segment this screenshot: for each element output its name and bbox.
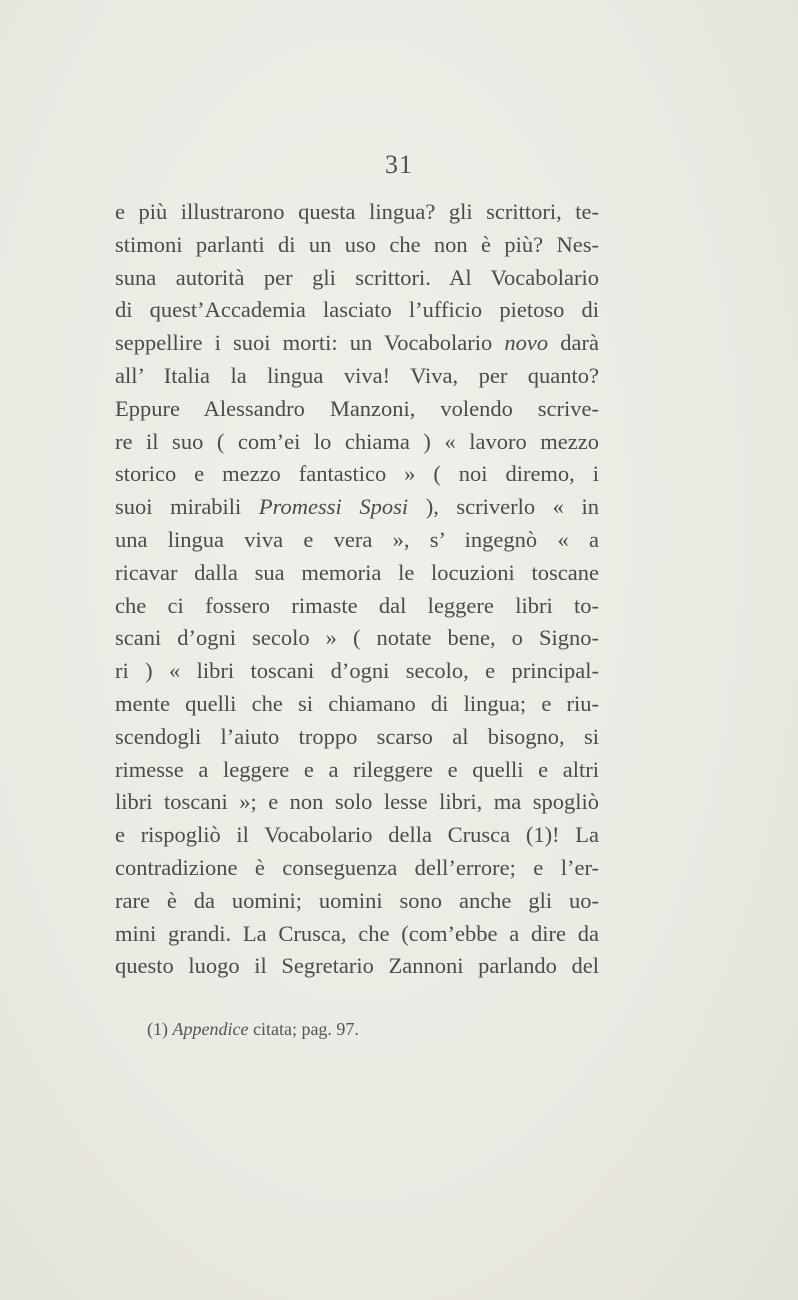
text-line (115, 491, 599, 524)
text-line (115, 721, 599, 754)
text-line (115, 754, 599, 787)
text-line (115, 852, 599, 885)
text-line (115, 688, 599, 721)
italic-text: novo (504, 330, 549, 356)
text-segment: seppellire i suoi morti: un Vocabolario (115, 330, 505, 356)
text-line (115, 655, 599, 688)
text-line (115, 918, 599, 951)
text-segment: e rispogliò il Vocabolario della Crusca (1)! La (115, 822, 599, 848)
body-text (115, 196, 599, 983)
footnote-text: citata; pag. 97. (248, 1019, 359, 1039)
text-line (115, 590, 599, 623)
text-segment: questo luogo il Segretario Zannoni parlando del (115, 953, 599, 979)
text-segment: stimoni parlanti di un uso che non è più? Nes- (115, 231, 599, 257)
text-line (115, 819, 599, 852)
footnote-marker: (1) (147, 1019, 168, 1039)
text-segment: che ci fossero rimaste dal leggere libri to- (115, 592, 599, 618)
italic-text: Promessi Sposi (258, 494, 409, 520)
text-segment: scani d’ogni secolo » ( notate bene, o Signo- (115, 625, 599, 651)
text-line (115, 622, 599, 655)
text-segment: e più illustrarono questa lingua? gli scrittori, te- (115, 199, 599, 224)
text-line (115, 196, 599, 229)
text-line (115, 557, 599, 590)
text-line (115, 458, 599, 491)
text-segment: rare è da uomini; uomini sono anche gli uo- (115, 887, 599, 913)
text-segment: rimesse a leggere e a rileggere e quelli e altri (115, 756, 599, 782)
text-segment: suoi mirabili (115, 494, 259, 520)
text-line (115, 262, 599, 295)
footnote (147, 1019, 359, 1040)
text-line (115, 393, 599, 426)
text-line (115, 885, 599, 918)
text-segment: una lingua viva e vera », s’ ingegnò « a (115, 526, 599, 552)
text-line (115, 327, 599, 360)
text-segment: darà (548, 330, 600, 356)
text-line (115, 524, 599, 557)
text-segment: contradizione è conseguenza dell’errore; e l’er- (115, 854, 599, 880)
text-segment: ricavar dalla sua memoria le locuzioni toscane (115, 559, 599, 585)
text-line (115, 786, 599, 819)
text-line (115, 950, 599, 983)
text-segment: libri toscani »; e non solo lesse libri, ma spogliò (115, 789, 599, 815)
text-segment: storico e mezzo fantastico » ( noi diremo, i (115, 461, 599, 487)
text-segment: ), scriverlo « in (408, 494, 600, 520)
page-number: 31 (385, 150, 413, 179)
text-line (115, 360, 599, 393)
text-segment: re il suo ( com’ei lo chiama ) « lavoro mezzo (115, 428, 599, 454)
text-line (115, 294, 599, 327)
text-segment: all’ Italia la lingua viva! Viva, per quanto? (115, 362, 599, 388)
text-segment: Eppure Alessandro Manzoni, volendo scrive- (115, 395, 599, 421)
text-line (115, 426, 599, 459)
text-segment: ri ) « libri toscani d’ogni secolo, e principal- (115, 658, 599, 684)
footnote-title: Appendice (172, 1019, 249, 1039)
text-segment: mini grandi. La Crusca, che (com’ebbe a dire da (115, 920, 599, 946)
text-line (115, 229, 599, 262)
text-segment: scendogli l’aiuto troppo scarso al bisogno, si (115, 723, 599, 749)
text-segment: suna autorità per gli scrittori. Al Vocabolario (115, 264, 599, 290)
text-segment: di quest’Accademia lasciato l’ufficio pietoso di (115, 297, 599, 323)
text-segment: mente quelli che si chiamano di lingua; e riu- (115, 690, 599, 716)
